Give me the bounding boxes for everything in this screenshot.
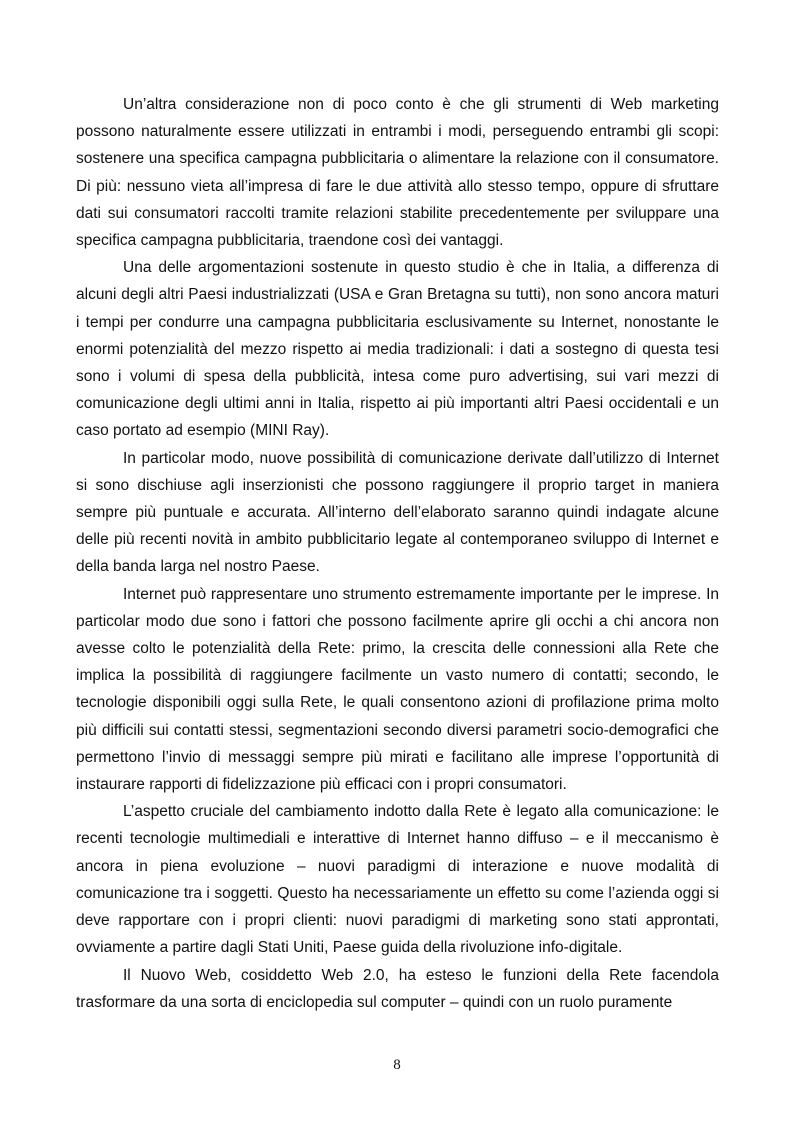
paragraph-4: Internet può rappresentare uno strumento estremamente importante per le imprese. In particolar modo due sono i fattori che possono facilmente aprire gli occhi a chi ancora non avesse colto le potenzialità della Rete: primo, la crescita delle connessioni alla Rete che implica la possibilità di raggiungere facilmente un vasto numero di contatti; secondo, le tecnologie disponibili oggi sulla Rete, le quali consentono azioni di profilazione prima molto più difficili sui contatti stessi, segmentazioni secondo diversi parametri socio-demografici che permettono l’invio di messaggi sempre più mirati e facilitano alle imprese l’opportunità di instaurare rapporti di fidelizzazione più efficaci con i propri consumatori.: [76, 585, 719, 794]
page-number: 8: [393, 1057, 401, 1073]
paragraph-6: Il Nuovo Web, cosiddetto Web 2.0, ha esteso le funzioni della Rete facendola trasformare da una sorta di enciclopedia sul computer – quindi con un ruolo puramente: [76, 966, 719, 1011]
paragraph-1: Un’altra considerazione non di poco conto è che gli strumenti di Web marketing possono naturalmente essere utilizzati in entrambi i modi, perseguendo entrambi gli scopi: sostenere una specifica campagna pubblicitaria o alimentare la relazione con il consumatore. Di più: nessuno vieta all’impresa di fare le due attività allo stesso tempo, oppure di sfruttare dati sui consumatori raccolti tramite relazioni stabilite precedentemente per sviluppare una specifica campagna pubblicitaria, traendone così dei vantaggi.: [76, 96, 719, 250]
body-text: [76, 91, 719, 1016]
paragraph-3: In particolar modo, nuove possibilità di comunicazione derivate dall’utilizzo di Internet si sono dischiuse agli inserzionisti che possono raggiungere il proprio target in maniera sempre più puntuale e accurata. All’interno dell’elaborato saranno quindi indagate alcune delle più recenti novità in ambito pubblicitario legate al contemporaneo sviluppo di Internet e della banda larga nel nostro Paese.: [76, 449, 719, 576]
paragraph-5: L’aspetto cruciale del cambiamento indotto dalla Rete è legato alla comunicazione: le recenti tecnologie multimediali e interattive di Internet hanno diffuso – e il meccanismo è ancora in piena evoluzione – nuovi paradigmi di interazione e nuove modalità di comunicazione tra i soggetti. Questo ha necessariamente un effetto su come l’azienda oggi si deve rapportare con i propri clienti: nuovi paradigmi di marketing sono stati approntati, ovviamente a partire dagli Stati Uniti, Paese guida della rivoluzione info-digitale.: [76, 803, 719, 957]
paragraph-2: Una delle argomentazioni sostenute in questo studio è che in Italia, a differenza di alcuni degli altri Paesi industrializzati (USA e Gran Bretagna su tutti), non sono ancora maturi i tempi per condurre una campagna pubblicitaria esclusivamente su Internet, nonostante le enormi potenzialità del mezzo rispetto ai media tradizionali: i dati a sostegno di questa tesi sono i volumi di spesa della pubblicità, intesa come puro advertising, sui vari mezzi di comunicazione degli ultimi anni in Italia, rispetto ai più importanti altri Paesi occidentali e un caso portato ad esempio (MINI Ray).: [76, 259, 719, 440]
